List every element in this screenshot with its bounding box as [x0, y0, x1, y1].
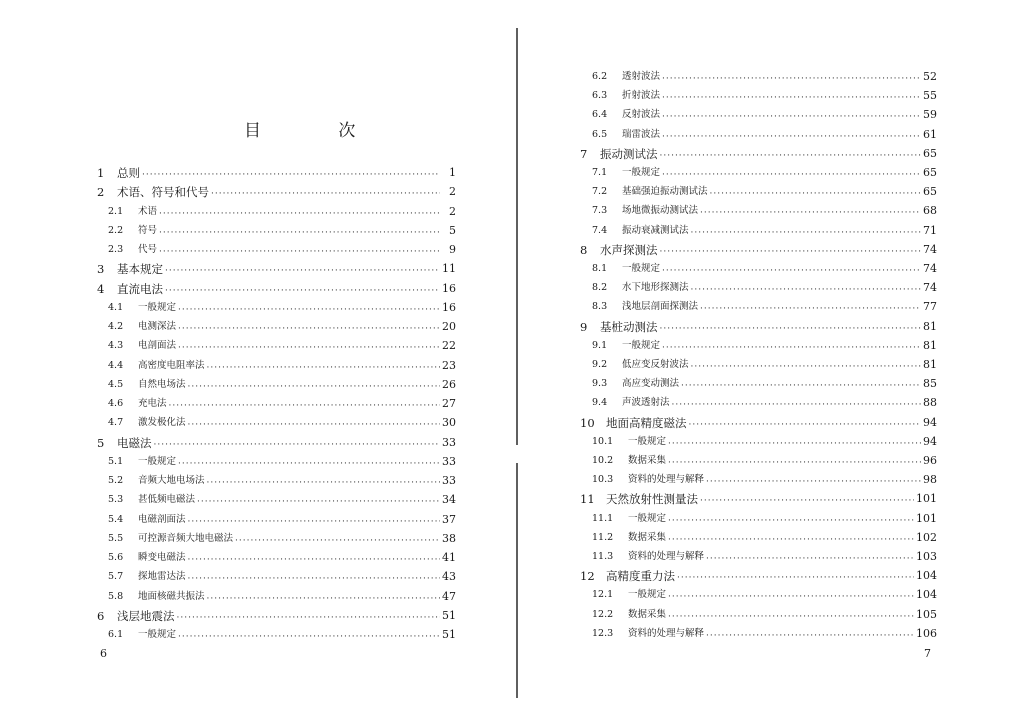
toc-entry — [592, 106, 937, 124]
toc-entry-number: 10.2 — [592, 455, 614, 466]
toc-entry — [97, 164, 456, 182]
toc-leader-dots — [668, 437, 921, 451]
toc-entry — [97, 183, 456, 201]
toc-entry-title: 瞬变电磁法 — [138, 552, 186, 563]
toc-entry-title: 一般规定 — [138, 629, 177, 640]
toc-entry — [580, 318, 937, 336]
toc-entry-number: 11.3 — [592, 551, 614, 562]
toc-entry-page: 47 — [442, 589, 456, 603]
toc-entry-title: 直流电法 — [117, 281, 163, 296]
toc-entry-page: 106 — [916, 626, 937, 640]
toc-entry-page: 2 — [449, 204, 456, 218]
toc-leader-dots — [178, 457, 440, 471]
toc-entry — [592, 394, 937, 412]
toc-entry-page: 20 — [442, 320, 456, 333]
toc-entry-number: 4.1 — [108, 301, 124, 313]
toc-entry — [592, 183, 937, 201]
toc-entry-title: 数据采集 — [628, 608, 667, 620]
toc-leader-dots — [668, 533, 914, 547]
toc-entry — [108, 222, 456, 240]
toc-leader-dots — [178, 630, 440, 644]
toc-leader-dots — [188, 515, 440, 529]
toc-entry — [108, 337, 456, 355]
toc-entry — [108, 203, 456, 221]
toc-entry — [592, 625, 937, 643]
toc-entry-title: 一般规定 — [628, 435, 667, 447]
toc-entry-page: 22 — [442, 339, 456, 353]
toc-entry-title: 一般规定 — [622, 339, 661, 351]
toc-entry-title: 数据采集 — [628, 531, 667, 543]
toc-entry — [108, 491, 456, 509]
toc-entry-title: 数据采集 — [628, 455, 667, 466]
toc-entry-title: 总则 — [117, 166, 140, 180]
toc-leader-dots — [662, 72, 921, 86]
toc-entry-page: 61 — [923, 127, 937, 141]
toc-entry-title: 音频大地电场法 — [138, 475, 205, 486]
toc-entry-page: 74 — [923, 281, 937, 295]
toc-entry-title: 激发极化法 — [138, 417, 186, 429]
toc-leader-dots — [691, 283, 921, 297]
toc-leader-dots — [159, 245, 440, 259]
toc-entry-number: 7.1 — [592, 167, 608, 178]
toc-entry-number: 8.1 — [592, 263, 608, 274]
toc-leader-dots — [211, 187, 440, 201]
toc-entry-page: 96 — [923, 454, 937, 467]
toc-leader-dots — [662, 110, 921, 124]
toc-entry-number: 5.7 — [108, 571, 124, 583]
toc-entry-page: 104 — [916, 588, 937, 602]
toc-leader-dots — [169, 399, 440, 413]
toc-entry-title: 水声探测法 — [600, 242, 658, 257]
toc-entry-number: 4.4 — [108, 359, 124, 371]
toc-entry-title: 高密度电阻率法 — [138, 359, 205, 371]
toc-leader-dots — [159, 207, 440, 221]
toc-leader-dots — [677, 571, 914, 585]
toc-entry-title: 一般规定 — [628, 589, 667, 601]
toc-entry-page: 43 — [442, 570, 456, 584]
toc-entry-title: 透射波法 — [622, 71, 661, 82]
toc-leader-dots — [710, 187, 921, 201]
toc-leader-dots — [662, 168, 921, 182]
toc-entry-number: 5.4 — [108, 513, 124, 525]
toc-entry — [580, 490, 937, 508]
toc-leader-dots — [681, 379, 921, 393]
toc-entry-number: 9.1 — [592, 339, 608, 351]
toc-leader-dots — [159, 226, 440, 240]
toc-entry-number: 6.5 — [592, 128, 608, 140]
toc-leader-dots — [706, 475, 921, 489]
toc-entry — [592, 529, 937, 547]
toc-entry-page: 74 — [923, 242, 937, 256]
toc-entry — [592, 586, 937, 604]
toc-entry-title: 甚低频电磁法 — [138, 494, 196, 506]
toc-entry-number: 2.1 — [108, 205, 124, 217]
toc-entry-title: 一般规定 — [138, 301, 177, 313]
toc-entry-number: 8.3 — [592, 301, 608, 313]
toc-entry — [592, 548, 937, 566]
toc-entry-title: 资料的处理与解释 — [628, 551, 705, 562]
toc-entry-page: 88 — [923, 396, 937, 410]
toc-entry-page: 81 — [923, 338, 937, 352]
toc-entry — [580, 241, 937, 259]
toc-entry-number: 7.2 — [592, 186, 608, 198]
toc-entry — [592, 222, 937, 240]
toc-entry-title: 可控源音频大地电磁法 — [138, 532, 234, 544]
toc-entry — [580, 414, 937, 432]
toc-entry-title: 高应变动测法 — [622, 378, 680, 390]
toc-entry-number: 5 — [97, 435, 105, 450]
toc-entry-number: 6.4 — [592, 109, 608, 121]
toc-entry-title: 符号 — [138, 224, 158, 236]
toc-entry — [592, 337, 937, 355]
toc-entry-title: 自然电场法 — [138, 378, 186, 390]
toc-entry — [592, 126, 937, 144]
toc-entry-page: 11 — [442, 262, 456, 276]
toc-entry-number: 9.4 — [592, 397, 608, 409]
toc-entry-page: 85 — [923, 377, 937, 391]
toc-entry-page: 59 — [923, 108, 937, 122]
toc-entry-number: 6.3 — [592, 90, 608, 102]
toc-entry-title: 振动测试法 — [600, 146, 658, 161]
toc-entry — [592, 356, 937, 374]
toc-entry-number: 2.2 — [108, 224, 124, 236]
toc-entry-page: 23 — [442, 358, 456, 372]
toc-entry-title: 一般规定 — [138, 455, 177, 467]
toc-entry — [592, 606, 937, 624]
toc-leader-dots — [188, 380, 440, 394]
toc-entry-title: 水下地形探测法 — [622, 282, 689, 294]
toc-entry — [97, 607, 456, 625]
toc-entry-page: 71 — [923, 223, 937, 237]
toc-entry-page: 52 — [923, 70, 937, 83]
toc-entry-title: 术语 — [138, 205, 158, 217]
toc-entry-page: 65 — [923, 185, 937, 199]
toc-entry — [592, 87, 937, 105]
toc-entry-page: 27 — [442, 397, 456, 410]
toc-entry-page: 33 — [442, 435, 456, 449]
toc-entry-number: 5.1 — [108, 455, 124, 467]
toc-leader-dots — [662, 264, 921, 278]
toc-entry-number: 12.3 — [592, 627, 614, 639]
toc-entry-page: 103 — [916, 550, 937, 563]
toc-leader-dots — [660, 245, 922, 259]
toc-entry-title: 充电法 — [138, 398, 167, 409]
toc-entry-title: 一般规定 — [622, 167, 661, 178]
toc-entry-title: 振动衰减测试法 — [622, 224, 689, 236]
toc-leader-dots — [660, 322, 922, 336]
toc-entry-number: 11.1 — [592, 512, 614, 524]
toc-leader-dots — [165, 264, 440, 278]
toc-entry-title: 折射波法 — [622, 90, 661, 102]
toc-leader-dots — [691, 226, 921, 240]
toc-entry — [592, 510, 937, 528]
toc-entry-number: 9 — [580, 319, 588, 334]
toc-leader-dots — [700, 302, 921, 316]
toc-entry-page: 81 — [923, 358, 937, 371]
toc-entry-number: 4 — [97, 281, 105, 296]
right-page — [518, 0, 1024, 724]
toc-entry-number: 5.3 — [108, 494, 124, 506]
toc-entry-title: 地面核磁共振法 — [138, 590, 205, 602]
toc-entry — [108, 472, 456, 490]
toc-entry-title: 一般规定 — [628, 512, 667, 524]
toc-entry — [592, 279, 937, 297]
toc-entry-title: 电磁剖面法 — [138, 513, 186, 525]
toc-entry-page: 55 — [923, 89, 937, 103]
toc-entry-page: 41 — [442, 551, 456, 564]
toc-entry-title: 浅地层剖面探测法 — [622, 301, 699, 313]
toc-entry-title: 资料的处理与解释 — [628, 627, 705, 639]
toc-entry-page: 38 — [442, 531, 456, 545]
toc-entry-page: 34 — [442, 493, 456, 507]
toc-entry-number: 5.6 — [108, 552, 124, 563]
toc-entry — [580, 145, 937, 163]
toc-entry — [97, 434, 456, 452]
toc-entry-title: 基桩动测法 — [600, 319, 658, 334]
toc-leader-dots — [188, 572, 440, 586]
toc-leader-dots — [207, 476, 440, 490]
toc-entry-number: 4.6 — [108, 398, 124, 409]
toc-entry-number: 12.2 — [592, 608, 614, 620]
toc-leader-dots — [668, 610, 914, 624]
toc-entry-number: 4.7 — [108, 417, 124, 429]
toc-entry-number: 2 — [97, 185, 105, 200]
toc-entry-number: 9.2 — [592, 359, 608, 370]
toc-entry-title: 声波透射法 — [622, 397, 670, 409]
toc-entry-number: 4.2 — [108, 321, 124, 332]
toc-entry — [592, 202, 937, 220]
toc-entry-number: 4.5 — [108, 378, 124, 390]
toc-entry-page: 74 — [923, 262, 937, 275]
toc-entry-title: 高精度重力法 — [606, 569, 675, 584]
toc-entry-number: 7.4 — [592, 224, 608, 236]
toc-entry-number: 5.2 — [108, 475, 124, 486]
toc-entry — [592, 433, 937, 451]
toc-entry-page: 98 — [923, 473, 937, 487]
toc-leader-dots — [668, 456, 921, 470]
toc-leader-dots — [142, 168, 440, 182]
toc-leader-dots — [188, 418, 440, 432]
toc-entry-page: 5 — [449, 223, 456, 237]
toc-leader-dots — [662, 130, 921, 144]
toc-leader-dots — [188, 553, 440, 567]
toc-entry-title: 探地雷达法 — [138, 571, 186, 583]
toc-leader-dots — [207, 592, 440, 606]
toc-entry-number: 1 — [97, 166, 105, 180]
toc-leader-dots — [660, 149, 922, 163]
toc-entry-page: 94 — [923, 434, 937, 448]
toc-entry-page: 33 — [442, 474, 456, 487]
toc-entry — [108, 376, 456, 394]
toc-leader-dots — [235, 534, 440, 548]
toc-entry-page: 94 — [923, 415, 937, 429]
toc-entry-number: 8 — [580, 242, 588, 257]
toc-leader-dots — [662, 341, 921, 355]
toc-entry — [108, 568, 456, 586]
toc-entry-number: 11 — [580, 492, 595, 507]
toc-entry-title: 基本规定 — [117, 262, 163, 277]
toc-entry — [592, 471, 937, 489]
toc-entry-number: 6.2 — [592, 71, 608, 82]
toc-entry — [108, 549, 456, 567]
toc-entry-title: 术语、符号和代号 — [117, 185, 209, 200]
toc-entry-page: 16 — [442, 281, 456, 295]
toc-entry — [108, 626, 456, 644]
toc-leader-dots — [178, 322, 440, 336]
toc-entry-title: 场地微振动测试法 — [622, 205, 699, 217]
toc-entry — [108, 453, 456, 471]
toc-entry — [592, 298, 937, 316]
toc-entry-number: 7 — [580, 146, 588, 161]
toc-entry — [108, 511, 456, 529]
toc-entry-title: 低应变反射波法 — [622, 359, 689, 370]
toc-entry-number: 10 — [580, 415, 595, 430]
toc-entry — [97, 280, 456, 298]
toc-leader-dots — [668, 590, 914, 604]
toc-entry-page: 26 — [442, 377, 456, 391]
toc-entry-page: 9 — [449, 243, 456, 256]
toc-entry-title: 电磁法 — [117, 435, 152, 450]
toc-leader-dots — [706, 629, 914, 643]
toc-entry-page: 65 — [923, 166, 937, 179]
toc-entry — [592, 452, 937, 470]
toc-leader-dots — [177, 611, 441, 625]
toc-entry — [592, 164, 937, 182]
toc-entry-page: 77 — [923, 300, 937, 314]
toc-leader-dots — [668, 514, 914, 528]
toc-entry — [592, 68, 937, 86]
toc-entry-page: 51 — [442, 628, 456, 641]
toc-entry-title: 电测深法 — [138, 321, 177, 332]
toc-leader-dots — [662, 91, 921, 105]
toc-entry — [592, 260, 937, 278]
toc-leader-dots — [154, 438, 441, 452]
toc-entry-number: 10.1 — [592, 435, 614, 447]
toc-leader-dots — [689, 418, 922, 432]
toc-entry-page: 33 — [442, 454, 456, 468]
toc-title: 目 次 — [244, 121, 392, 141]
toc-entry-number: 2.3 — [108, 244, 124, 255]
toc-entry-number: 5.8 — [108, 590, 124, 602]
toc-entry-number: 12.1 — [592, 589, 614, 601]
toc-entry — [108, 395, 456, 413]
toc-entry-page: 105 — [916, 607, 937, 621]
toc-entry-page: 2 — [449, 185, 456, 199]
toc-entry — [108, 588, 456, 606]
toc-entry-page: 102 — [916, 530, 937, 544]
toc-leader-dots — [672, 398, 921, 412]
toc-leader-dots — [178, 341, 440, 355]
toc-entry-title: 瑞雷波法 — [622, 128, 661, 140]
toc-entry-number: 7.3 — [592, 205, 608, 217]
toc-entry — [108, 241, 456, 259]
toc-leader-dots — [178, 303, 440, 317]
page-number-left: 6 — [100, 647, 107, 660]
toc-entry — [108, 299, 456, 317]
toc-entry-page: 30 — [442, 416, 456, 430]
toc-entry-title: 反射波法 — [622, 109, 661, 121]
toc-leader-dots — [691, 360, 921, 374]
toc-leader-dots — [207, 361, 440, 375]
page-number-right: 7 — [924, 647, 931, 660]
toc-entry-number: 4.3 — [108, 340, 124, 352]
toc-entry-title: 电剖面法 — [138, 340, 177, 352]
toc-entry-title: 基础强迫振动测试法 — [622, 186, 708, 198]
toc-entry-page: 81 — [923, 319, 937, 333]
toc-entry — [108, 530, 456, 548]
toc-entry-title: 天然放射性测量法 — [606, 492, 698, 507]
toc-entry-title: 一般规定 — [622, 263, 661, 274]
toc-leader-dots — [700, 206, 921, 220]
toc-entry — [592, 375, 937, 393]
toc-entry-page: 104 — [916, 569, 937, 583]
toc-entry-page: 37 — [442, 512, 456, 526]
toc-entry-number: 10.3 — [592, 474, 614, 486]
toc-leader-dots — [706, 552, 914, 566]
toc-entry-title: 资料的处理与解释 — [628, 474, 705, 486]
toc-entry — [97, 260, 456, 278]
toc-entry-number: 9.3 — [592, 378, 608, 390]
toc-leader-dots — [197, 495, 440, 509]
toc-entry-title: 浅层地震法 — [117, 608, 175, 623]
toc-entry-page: 51 — [442, 608, 456, 622]
toc-entry-page: 68 — [923, 204, 937, 218]
toc-entry-page: 101 — [916, 492, 937, 506]
toc-entry-number: 11.2 — [592, 531, 614, 543]
toc-entry — [108, 414, 456, 432]
toc-entry-page: 16 — [442, 300, 456, 314]
toc-entry-number: 12 — [580, 569, 595, 584]
toc-entry-number: 6 — [97, 608, 105, 623]
toc-entry-page: 101 — [916, 511, 937, 525]
toc-entry-number: 5.5 — [108, 532, 124, 544]
toc-entry-title: 代号 — [138, 244, 158, 255]
toc-entry — [108, 357, 456, 375]
toc-entry-number: 8.2 — [592, 282, 608, 294]
toc-entry-number: 3 — [97, 262, 105, 277]
toc-leader-dots — [165, 284, 440, 298]
toc-leader-dots — [700, 494, 914, 508]
toc-entry — [108, 318, 456, 336]
toc-entry-title: 地面高精度磁法 — [606, 415, 687, 430]
toc-entry — [580, 567, 937, 585]
toc-entry-page: 65 — [923, 146, 937, 160]
toc-entry-page: 1 — [449, 166, 456, 179]
toc-entry-number: 6.1 — [108, 629, 124, 640]
